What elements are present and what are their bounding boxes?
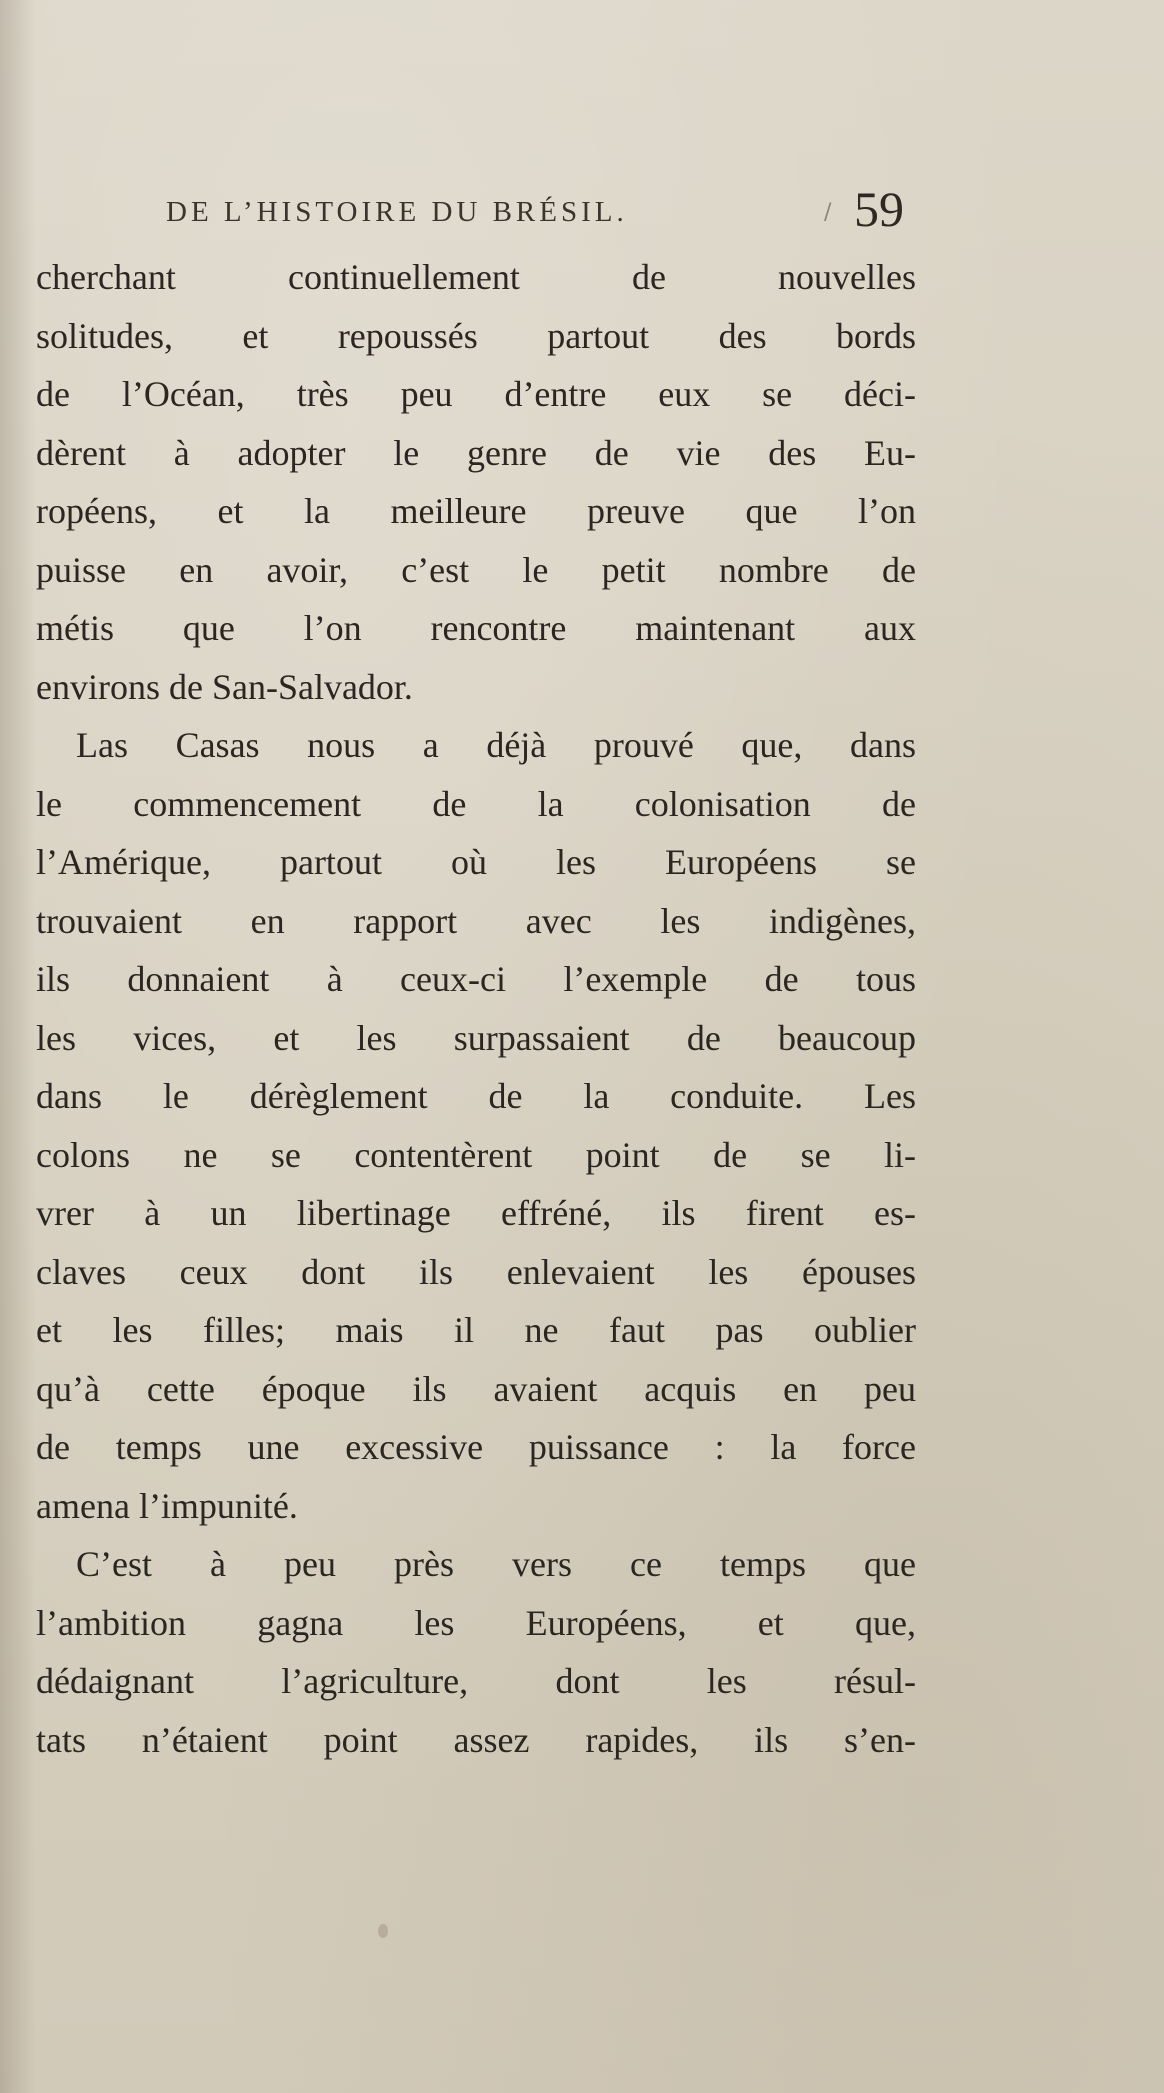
text-line: puisse en avoir, c’est le petit nombre de [36,549,916,590]
text-line: trouvaient en rapport avec les indigènes, [36,900,916,941]
text-line: Las Casas nous a déjà prouvé que, dans [76,725,916,765]
text-line: dans le dérèglement de la conduite. Les [36,1076,916,1116]
paragraph-1 [36,248,916,716]
text-line: de temps une excessive puissance : la force [36,1427,916,1467]
text-line: de l’Océan, très peu d’entre eux se déci- [36,374,916,414]
text-line: qu’à cette époque ils avaient acquis en peu [36,1368,916,1409]
ink-smudge [378,1924,388,1938]
running-head-separator: / [824,200,832,225]
text-line: dédaignant l’agriculture, dont les résul- [36,1661,916,1701]
text-line: le commencement de la colonisation de [36,783,916,824]
page-number: 59 [854,181,904,237]
text-line: l’ambition gagna les Européens, et que, [36,1602,916,1643]
text-line: solitudes, et repoussés partout des bords [36,315,916,356]
text-line: cherchant continuellement de nouvelles [36,257,916,297]
text-line: ropéens, et la meilleure preuve que l’on [36,491,916,531]
text-line: colons ne se contentèrent point de se li- [36,1134,916,1175]
text-line: vrer à un libertinage effréné, ils firent es- [36,1193,916,1233]
text-line: métis que l’on rencontre maintenant aux [36,608,916,648]
text-line: dèrent à adopter le genre de vie des Eu- [36,432,916,473]
spine-shadow [0,0,36,2093]
text-line: ils donnaient à ceux-ci l’exemple de tous [36,959,916,999]
text-line: tats n’étaient point assez rapides, ils s’en- [36,1719,916,1760]
text-line: les vices, et les surpassaient de beaucoup [36,1017,916,1058]
text-line: claves ceux dont ils enlevaient les épouses [36,1251,916,1292]
text-line: amena l’impunité. [36,1485,298,1526]
paragraph-2 [36,716,916,1535]
page-text [36,178,916,1769]
text-line: l’Amérique, partout où les Européens se [36,842,916,882]
text-line: C’est à peu près vers ce temps que [76,1544,916,1584]
running-head-title: DE L’HISTOIRE DU BRÉSIL. [166,196,628,228]
paragraph-3 [36,1535,916,1769]
text-line: et les filles; mais il ne faut pas oublier [36,1310,916,1350]
running-head [36,178,916,240]
text-line: environs de San-Salvador. [36,666,413,707]
